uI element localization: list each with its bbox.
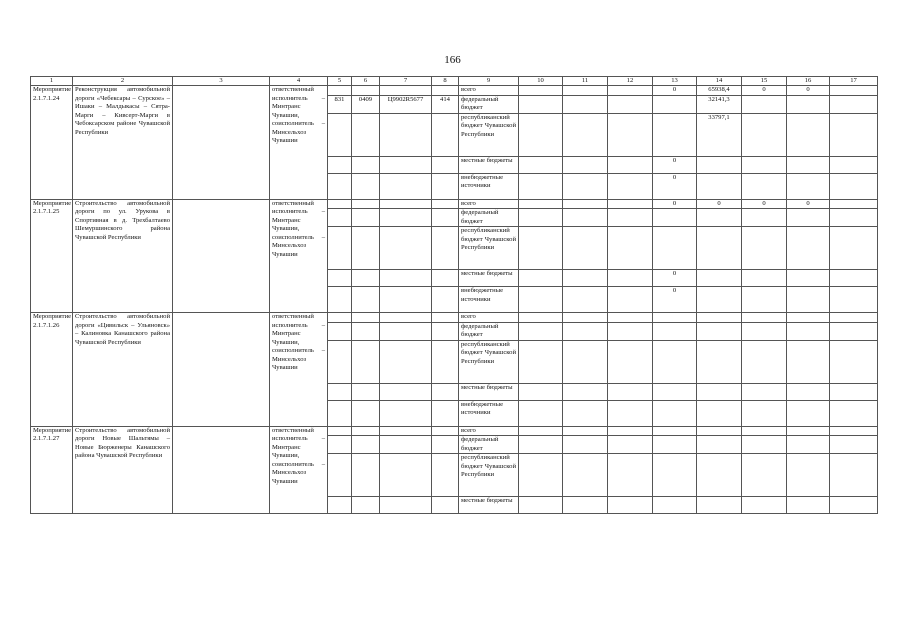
event-number-cell: Мероприятие 2.1.7.1.24 (31, 86, 73, 200)
year-cell (787, 209, 830, 227)
section-cell (352, 340, 380, 383)
event-executor-cell: ответственный исполнитель – Минтранс Чувашии, соисполнитель – Минсельхоз Чувашии (270, 86, 328, 200)
target-article-cell (380, 156, 432, 173)
year-cell (563, 270, 608, 287)
year-cell (608, 227, 653, 270)
target-article-cell (380, 400, 432, 426)
table-body (31, 86, 878, 514)
year-cell (519, 383, 563, 400)
grbs-cell (328, 209, 352, 227)
year-cell (742, 173, 787, 199)
year-cell (830, 340, 878, 383)
year-cell (830, 113, 878, 156)
year-cell (563, 313, 608, 323)
year-cell (519, 95, 563, 113)
event-number-cell: Мероприятие 2.1.7.1.25 (31, 199, 73, 313)
year-cell (697, 173, 742, 199)
target-article-cell (380, 227, 432, 270)
year-cell (787, 383, 830, 400)
year-cell (519, 270, 563, 287)
column-header: 15 (742, 77, 787, 86)
year-cell (563, 426, 608, 436)
year-cell (563, 227, 608, 270)
year-cell (608, 454, 653, 497)
year-cell (563, 454, 608, 497)
year-cell (787, 436, 830, 454)
year-cell (787, 173, 830, 199)
year-cell (608, 113, 653, 156)
event-number-cell: Мероприятие 2.1.7.1.27 (31, 426, 73, 514)
year-cell: 0 (697, 199, 742, 209)
year-cell (608, 400, 653, 426)
funding-source-cell: внебюджетные источники (459, 173, 519, 199)
year-cell (563, 173, 608, 199)
year-cell (742, 313, 787, 323)
grbs-cell (328, 156, 352, 173)
year-cell (653, 436, 697, 454)
year-cell (519, 156, 563, 173)
empty-cell (173, 426, 270, 514)
year-cell (608, 313, 653, 323)
grbs-cell (328, 426, 352, 436)
year-cell: 0 (653, 270, 697, 287)
year-cell (830, 322, 878, 340)
year-cell (519, 497, 563, 514)
year-cell (519, 313, 563, 323)
column-header: 9 (459, 77, 519, 86)
grbs-cell (328, 497, 352, 514)
year-cell (742, 400, 787, 426)
year-cell (830, 497, 878, 514)
target-article-cell (380, 436, 432, 454)
year-cell (697, 313, 742, 323)
year-cell: 0 (653, 156, 697, 173)
grbs-cell (328, 322, 352, 340)
section-cell (352, 287, 380, 313)
year-cell (697, 270, 742, 287)
target-article-cell (380, 497, 432, 514)
expense-type-cell (432, 86, 459, 96)
year-cell (697, 287, 742, 313)
year-cell (830, 95, 878, 113)
year-cell (787, 497, 830, 514)
year-cell (608, 322, 653, 340)
year-cell (830, 209, 878, 227)
year-cell (742, 156, 787, 173)
year-cell (697, 383, 742, 400)
year-cell (830, 227, 878, 270)
event-number-cell: Мероприятие 2.1.7.1.26 (31, 313, 73, 427)
year-cell (787, 340, 830, 383)
target-article-cell: Ц9902R5677 (380, 95, 432, 113)
column-number-row (31, 77, 878, 86)
expense-type-cell (432, 313, 459, 323)
year-cell (830, 454, 878, 497)
year-cell (519, 86, 563, 96)
year-cell (742, 436, 787, 454)
year-cell: 0 (653, 199, 697, 209)
year-cell (697, 497, 742, 514)
target-article-cell (380, 209, 432, 227)
year-cell (608, 86, 653, 96)
target-article-cell (380, 383, 432, 400)
column-header: 5 (328, 77, 352, 86)
year-cell (787, 454, 830, 497)
year-cell (653, 497, 697, 514)
grbs-cell (328, 113, 352, 156)
column-header: 10 (519, 77, 563, 86)
year-cell (519, 340, 563, 383)
year-cell (563, 209, 608, 227)
grbs-cell (328, 199, 352, 209)
expense-type-cell (432, 209, 459, 227)
grbs-cell (328, 436, 352, 454)
year-cell (608, 173, 653, 199)
column-header: 8 (432, 77, 459, 86)
year-cell: 0 (787, 86, 830, 96)
year-cell (563, 199, 608, 209)
year-cell (653, 383, 697, 400)
target-article-cell (380, 113, 432, 156)
year-cell (742, 497, 787, 514)
year-cell (787, 426, 830, 436)
year-cell (787, 400, 830, 426)
section-cell (352, 322, 380, 340)
year-cell (742, 383, 787, 400)
target-article-cell (380, 173, 432, 199)
section-cell (352, 383, 380, 400)
section-cell (352, 227, 380, 270)
year-cell: 0 (742, 86, 787, 96)
table-row (31, 86, 878, 96)
expense-type-cell (432, 454, 459, 497)
year-cell (742, 227, 787, 270)
expense-type-cell (432, 436, 459, 454)
year-cell (787, 322, 830, 340)
target-article-cell (380, 287, 432, 313)
year-cell (563, 497, 608, 514)
page-number: 166 (444, 54, 461, 66)
expense-type-cell (432, 383, 459, 400)
year-cell (742, 287, 787, 313)
year-cell (830, 270, 878, 287)
year-cell (608, 95, 653, 113)
funding-source-cell: республиканский бюджет Чувашской Республики (459, 227, 519, 270)
year-cell (697, 227, 742, 270)
column-header: 14 (697, 77, 742, 86)
target-article-cell (380, 313, 432, 323)
empty-cell (173, 313, 270, 427)
event-name-cell: Строительство автомобильной дороги Новые Шальтямы – Новые Бюрженеры Канашского района Чувашской Республики (73, 426, 173, 514)
year-cell (830, 173, 878, 199)
section-cell (352, 400, 380, 426)
column-header: 6 (352, 77, 380, 86)
year-cell (563, 287, 608, 313)
year-cell (653, 322, 697, 340)
year-cell (830, 400, 878, 426)
year-cell (608, 426, 653, 436)
expense-type-cell (432, 270, 459, 287)
budget-table (30, 76, 878, 514)
year-cell: 32141,3 (697, 95, 742, 113)
year-cell (742, 340, 787, 383)
expense-type-cell (432, 199, 459, 209)
target-article-cell (380, 86, 432, 96)
table-row (31, 426, 878, 436)
expense-type-cell (432, 156, 459, 173)
year-cell (563, 340, 608, 383)
section-cell (352, 270, 380, 287)
year-cell (563, 156, 608, 173)
year-cell (830, 436, 878, 454)
grbs-cell (328, 454, 352, 497)
year-cell (563, 322, 608, 340)
funding-source-cell: федеральный бюджет (459, 322, 519, 340)
year-cell (787, 227, 830, 270)
section-cell (352, 436, 380, 454)
table-row (31, 199, 878, 209)
target-article-cell (380, 454, 432, 497)
year-cell (519, 199, 563, 209)
year-cell (697, 454, 742, 497)
year-cell (830, 199, 878, 209)
year-cell (653, 209, 697, 227)
funding-source-cell: всего (459, 426, 519, 436)
section-cell (352, 199, 380, 209)
year-cell (742, 426, 787, 436)
year-cell (787, 113, 830, 156)
column-header: 12 (608, 77, 653, 86)
year-cell (742, 322, 787, 340)
column-header: 11 (563, 77, 608, 86)
target-article-cell (380, 199, 432, 209)
year-cell (697, 209, 742, 227)
year-cell (519, 209, 563, 227)
year-cell (519, 322, 563, 340)
funding-source-cell: федеральный бюджет (459, 95, 519, 113)
year-cell (742, 454, 787, 497)
year-cell (787, 95, 830, 113)
year-cell (519, 113, 563, 156)
target-article-cell (380, 322, 432, 340)
year-cell (830, 383, 878, 400)
funding-source-cell: местные бюджеты (459, 497, 519, 514)
year-cell: 33797,1 (697, 113, 742, 156)
year-cell (519, 287, 563, 313)
grbs-cell (328, 313, 352, 323)
expense-type-cell: 414 (432, 95, 459, 113)
year-cell (608, 383, 653, 400)
section-cell (352, 156, 380, 173)
year-cell (653, 400, 697, 426)
section-cell (352, 86, 380, 96)
year-cell (697, 322, 742, 340)
funding-source-cell: республиканский бюджет Чувашской Республики (459, 113, 519, 156)
expense-type-cell (432, 497, 459, 514)
section-cell (352, 497, 380, 514)
year-cell (653, 95, 697, 113)
year-cell (830, 86, 878, 96)
funding-source-cell: местные бюджеты (459, 156, 519, 173)
funding-source-cell: внебюджетные источники (459, 287, 519, 313)
year-cell (563, 113, 608, 156)
column-header: 1 (31, 77, 73, 86)
year-cell (563, 436, 608, 454)
grbs-cell (328, 400, 352, 426)
event-executor-cell: ответственный исполнитель – Минтранс Чувашии, соисполнитель – Минсельхоз Чувашии (270, 313, 328, 427)
funding-source-cell: всего (459, 313, 519, 323)
grbs-cell (328, 287, 352, 313)
section-cell (352, 454, 380, 497)
year-cell (608, 340, 653, 383)
year-cell: 0 (787, 199, 830, 209)
year-cell (519, 173, 563, 199)
funding-source-cell: всего (459, 199, 519, 209)
year-cell: 0 (653, 86, 697, 96)
year-cell (563, 383, 608, 400)
target-article-cell (380, 340, 432, 383)
target-article-cell (380, 426, 432, 436)
year-cell (742, 270, 787, 287)
grbs-cell (328, 86, 352, 96)
year-cell: 0 (653, 173, 697, 199)
year-cell (519, 227, 563, 270)
expense-type-cell (432, 322, 459, 340)
year-cell (697, 156, 742, 173)
column-header: 2 (73, 77, 173, 86)
column-header: 13 (653, 77, 697, 86)
event-name-cell: Строительство автомобильной дороги «Цивильск – Ульяновск» – Калиновка Канашского района Чувашской Республики (73, 313, 173, 427)
year-cell (519, 426, 563, 436)
column-header: 17 (830, 77, 878, 86)
funding-source-cell: республиканский бюджет Чувашской Республики (459, 454, 519, 497)
year-cell (742, 95, 787, 113)
year-cell (697, 400, 742, 426)
funding-source-cell: местные бюджеты (459, 383, 519, 400)
year-cell (697, 426, 742, 436)
grbs-cell: 831 (328, 95, 352, 113)
year-cell (608, 270, 653, 287)
section-cell (352, 426, 380, 436)
year-cell (608, 287, 653, 313)
year-cell (653, 340, 697, 383)
event-executor-cell: ответственный исполнитель – Минтранс Чувашии, соисполнитель – Минсельхоз Чувашии (270, 199, 328, 313)
column-header: 16 (787, 77, 830, 86)
column-header: 4 (270, 77, 328, 86)
expense-type-cell (432, 227, 459, 270)
year-cell (608, 436, 653, 454)
year-cell (608, 199, 653, 209)
year-cell (742, 209, 787, 227)
section-cell (352, 313, 380, 323)
column-header: 7 (380, 77, 432, 86)
expense-type-cell (432, 287, 459, 313)
grbs-cell (328, 227, 352, 270)
table-row (31, 313, 878, 323)
section-cell (352, 173, 380, 199)
grbs-cell (328, 270, 352, 287)
funding-source-cell: федеральный бюджет (459, 436, 519, 454)
expense-type-cell (432, 113, 459, 156)
year-cell (653, 113, 697, 156)
empty-cell (173, 86, 270, 200)
year-cell (519, 454, 563, 497)
target-article-cell (380, 270, 432, 287)
funding-source-cell: республиканский бюджет Чувашской Республики (459, 340, 519, 383)
year-cell (830, 156, 878, 173)
funding-source-cell: федеральный бюджет (459, 209, 519, 227)
grbs-cell (328, 173, 352, 199)
funding-source-cell: всего (459, 86, 519, 96)
year-cell (653, 227, 697, 270)
year-cell (563, 95, 608, 113)
event-name-cell: Строительство автомобильной дороги по ул. Урукова в Спортивная в д. Трехбалтаево Шемуршинского района Чувашской Республики (73, 199, 173, 313)
year-cell (830, 287, 878, 313)
grbs-cell (328, 383, 352, 400)
column-header: 3 (173, 77, 270, 86)
year-cell (608, 497, 653, 514)
event-name-cell: Реконструкция автомобильной дороги «Чебексары – Сурское» – Ишаки – Малдыкасы – Сятра-Марги – Кивсерт-Марги в Чебоксарском районе Чувашской Республики (73, 86, 173, 200)
expense-type-cell (432, 340, 459, 383)
year-cell: 0 (742, 199, 787, 209)
year-cell (830, 426, 878, 436)
event-executor-cell: ответственный исполнитель – Минтранс Чувашии, соисполнитель – Минсельхоз Чувашии (270, 426, 328, 514)
grbs-cell (328, 340, 352, 383)
year-cell (787, 287, 830, 313)
year-cell (830, 313, 878, 323)
year-cell (653, 454, 697, 497)
year-cell: 65938,4 (697, 86, 742, 96)
year-cell (608, 209, 653, 227)
section-cell (352, 113, 380, 156)
expense-type-cell (432, 426, 459, 436)
expense-type-cell (432, 173, 459, 199)
year-cell (519, 400, 563, 426)
year-cell (787, 156, 830, 173)
section-cell: 0409 (352, 95, 380, 113)
year-cell: 0 (653, 287, 697, 313)
year-cell (563, 400, 608, 426)
year-cell (519, 436, 563, 454)
year-cell (563, 86, 608, 96)
funding-source-cell: местные бюджеты (459, 270, 519, 287)
year-cell (787, 313, 830, 323)
year-cell (787, 270, 830, 287)
funding-source-cell: внебюджетные источники (459, 400, 519, 426)
year-cell (697, 436, 742, 454)
year-cell (742, 113, 787, 156)
year-cell (653, 426, 697, 436)
expense-type-cell (432, 400, 459, 426)
section-cell (352, 209, 380, 227)
empty-cell (173, 199, 270, 313)
year-cell (608, 156, 653, 173)
year-cell (697, 340, 742, 383)
year-cell (653, 313, 697, 323)
